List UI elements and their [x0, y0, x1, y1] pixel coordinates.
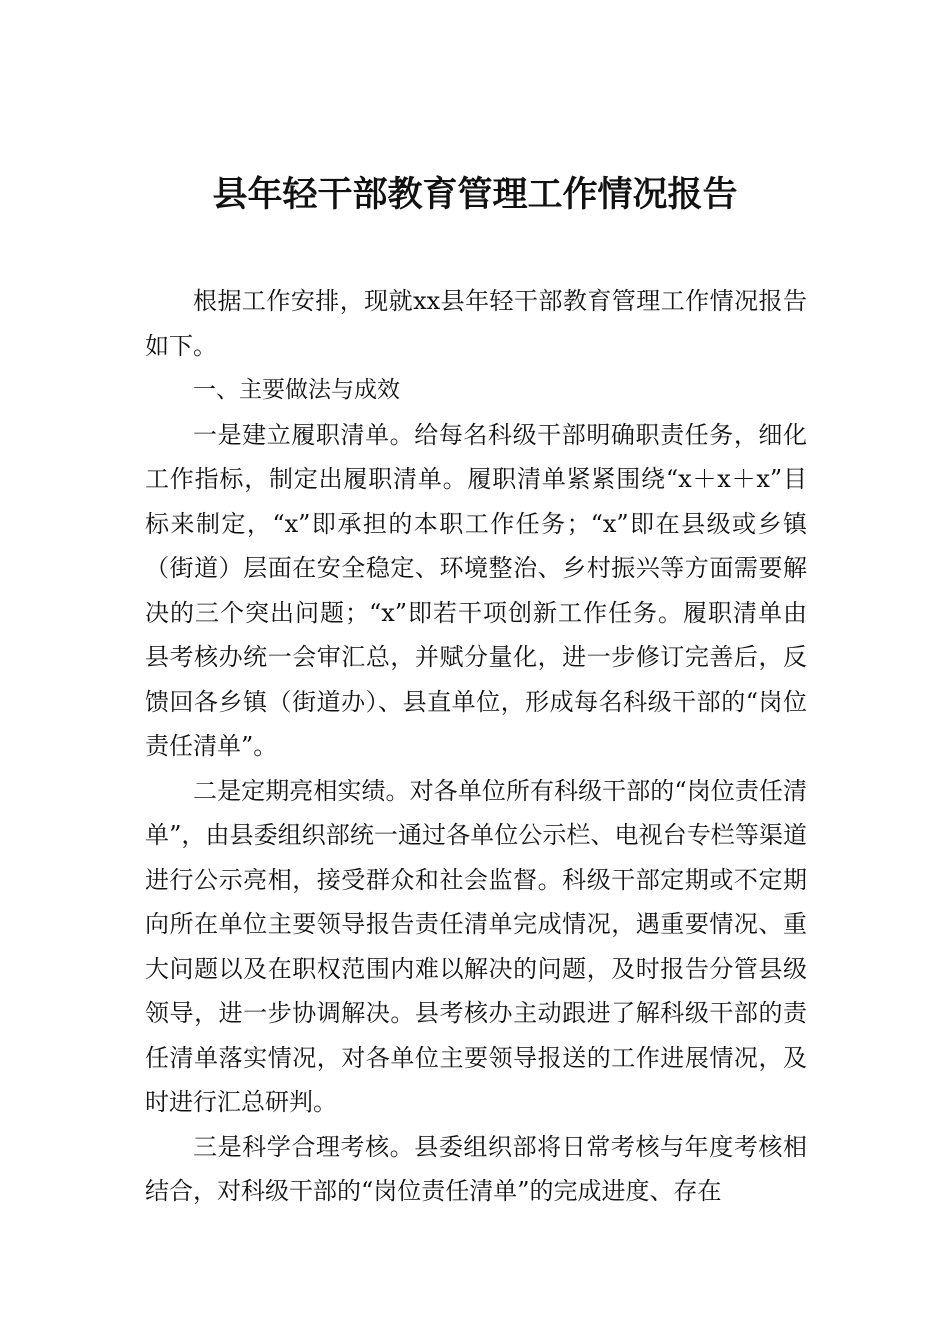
intro-paragraph: 根据工作安排，现就xx县年轻干部教育管理工作情况报告如下。 [145, 287, 807, 360]
paragraph-3: 三是科学合理考核。县委组织部将日常考核与年度考核相结合，对科级干部的“岗位责任清单”的完成进度、存在 [145, 1132, 807, 1205]
section-heading: 一、主要做法与成效 [193, 377, 400, 403]
paragraph-2: 二是定期亮相实绩。对各单位所有科级干部的“岗位责任清单”，由县委组织部统一通过各单位公示栏、电视台专栏等渠道进行公示亮相，接受群众和社会监督。科级干部定期或不定期向所在单位主要领导报告责任清单完成情况，遇重要情况、重大问题以及在职权范围内难以解决的问题，及时报告分管县级领导，进一步协调解决。县考核办主动跟进了解科级干部的责任清单落实情况，对各单位主要领导报送的工作进展情况，及时进行汇总研判。 [145, 776, 807, 1116]
document-body [145, 279, 807, 1214]
document-title: 县年轻干部教育管理工作情况报告 [212, 174, 738, 215]
paragraph-1: 一是建立履职清单。给每名科级干部明确职责任务，细化工作指标，制定出履职清单。履职清单紧紧围绕“x＋x＋x”目标来制定，“x”即承担的本职工作任务；“x”即在县级或乡镇（街道）层面在安全稳定、环境整治、乡村振兴等方面需要解决的三个突出问题；“x”即若干项创新工作任务。履职清单由县考核办统一会审汇总，并赋分量化，进一步修订完善后，反馈回各乡镇（街道办）、县直单位，形成每名科级干部的“岗位责任清单”。 [145, 420, 807, 760]
